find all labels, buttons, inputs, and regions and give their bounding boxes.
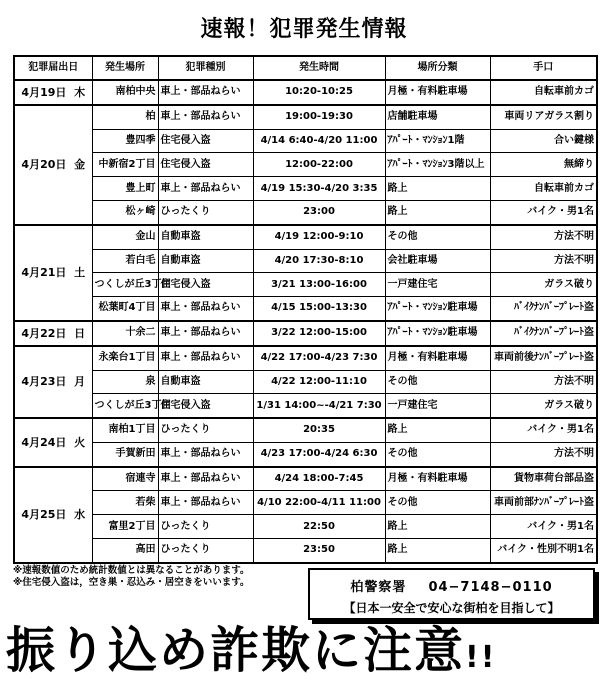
cell-type: 自動車盗	[158, 225, 253, 249]
note-1: ※速報数値のため統計数値とは異なることがあります。	[13, 565, 250, 576]
cell-type: 車上・部品ねらい	[158, 321, 253, 346]
cell-method: 車両前後ﾅﾝﾊﾞｰﾌﾟﾚｰﾄ盗	[490, 346, 597, 370]
cell-time: 1/31 14:00~-4/21 7:30	[253, 394, 385, 418]
cell-place: 若柴	[92, 491, 158, 515]
cell-category: ｱﾊﾟｰﾄ・ﾏﾝｼｮﾝ3階以上	[385, 153, 490, 177]
cell-time: 4/15 15:00-13:30	[253, 297, 385, 321]
cell-date	[14, 321, 92, 346]
weekday-text: 日	[74, 326, 86, 340]
weekday-text: 火	[74, 435, 86, 449]
cell-time: 4/19 15:30-4/20 3:35	[253, 177, 385, 201]
cell-type: 車上・部品ねらい	[158, 346, 253, 370]
cell-date	[14, 80, 92, 105]
cell-category: その他	[385, 442, 490, 466]
cell-date	[14, 467, 92, 563]
cell-type: 車上・部品ねらい	[158, 442, 253, 466]
cell-time: 4/22 17:00-4/23 7:30	[253, 346, 385, 370]
notes	[13, 565, 249, 589]
police-name: 柏警察署	[350, 580, 407, 595]
cell-method: 無締り	[490, 153, 597, 177]
cell-place: 豊四季	[92, 129, 158, 153]
cell-category: 月極・有料駐車場	[385, 467, 490, 491]
cell-time: 23:00	[253, 200, 385, 224]
cell-method: 自転車前カゴ	[490, 177, 597, 201]
cell-method: 車両前部ﾅﾝﾊﾞｰﾌﾟﾚｰﾄ盗	[490, 491, 597, 515]
crime-table	[13, 55, 598, 564]
table-row	[14, 418, 597, 442]
header-time: 発生時間	[253, 56, 385, 80]
cell-type: 住宅侵入盗	[158, 129, 253, 153]
table-row	[14, 321, 597, 346]
cell-time: 22:50	[253, 515, 385, 539]
cell-category: その他	[385, 370, 490, 394]
banner-mark: !!	[465, 640, 497, 675]
cell-method: 方法不明	[490, 225, 597, 249]
cell-type: 車上・部品ねらい	[158, 297, 253, 321]
cell-method: 方法不明	[490, 442, 597, 466]
cell-time: 4/10 22:00-4/11 11:00	[253, 491, 385, 515]
cell-place: 高田	[92, 538, 158, 563]
cell-category: 店舗駐車場	[385, 105, 490, 129]
cell-time: 19:00-19:30	[253, 105, 385, 129]
cell-category: 一戸建住宅	[385, 273, 490, 297]
cell-place: 松ヶ崎	[92, 200, 158, 224]
cell-type: 車上・部品ねらい	[158, 491, 253, 515]
cell-type: 車上・部品ねらい	[158, 105, 253, 129]
table-row	[14, 273, 597, 297]
date-text: 4月24日	[21, 435, 67, 449]
cell-method: 貨物車荷台部品盗	[490, 467, 597, 491]
cell-time: 23:50	[253, 538, 385, 563]
cell-category: 会社駐車場	[385, 249, 490, 273]
table-header-row	[14, 56, 597, 80]
cell-method: 自転車前カゴ	[490, 80, 597, 105]
cell-date	[14, 346, 92, 418]
cell-type: 住宅侵入盗	[158, 273, 253, 297]
cell-method: 車両リアガラス割り	[490, 105, 597, 129]
cell-time: 10:20-10:25	[253, 80, 385, 105]
police-phone: 04−7148−0110	[428, 580, 553, 595]
cell-place: 松葉町4丁目	[92, 297, 158, 321]
cell-category: 月極・有料駐車場	[385, 346, 490, 370]
header-type: 犯罪種別	[158, 56, 253, 80]
table-row	[14, 225, 597, 249]
cell-category: 路上	[385, 200, 490, 224]
cell-type: ひったくり	[158, 418, 253, 442]
table-row	[14, 249, 597, 273]
table-row	[14, 370, 597, 394]
header-category: 場所分類	[385, 56, 490, 80]
cell-date	[14, 418, 92, 467]
cell-time: 20:35	[253, 418, 385, 442]
cell-type: 自動車盗	[158, 249, 253, 273]
cell-place: 宿連寺	[92, 467, 158, 491]
cell-time: 4/14 6:40-4/20 11:00	[253, 129, 385, 153]
cell-type: 自動車盗	[158, 370, 253, 394]
table-row	[14, 177, 597, 201]
cell-date	[14, 225, 92, 321]
table-row	[14, 129, 597, 153]
cell-time: 4/20 17:30-8:10	[253, 249, 385, 273]
cell-place: 十余二	[92, 321, 158, 346]
cell-category: 路上	[385, 538, 490, 563]
cell-category: ｱﾊﾟｰﾄ・ﾏﾝｼｮﾝ駐車場	[385, 321, 490, 346]
cell-time: 3/21 13:00-16:00	[253, 273, 385, 297]
cell-category: 路上	[385, 515, 490, 539]
cell-place: つくしが丘3丁目	[92, 273, 158, 297]
cell-place: 泉	[92, 370, 158, 394]
header-method: 手口	[490, 56, 597, 80]
weekday-text: 金	[74, 158, 86, 172]
cell-method: ﾊﾞｲｸﾅﾝﾊﾞｰﾌﾟﾚｰﾄ盗	[490, 297, 597, 321]
date-text: 4月22日	[21, 326, 67, 340]
note-2: ※住宅侵入盗は，空き巣・忍込み・居空きをいいます。	[13, 577, 250, 588]
cell-place: 手賀新田	[92, 442, 158, 466]
cell-category: ｱﾊﾟｰﾄ・ﾏﾝｼｮﾝ1階	[385, 129, 490, 153]
cell-place: 金山	[92, 225, 158, 249]
banner-text: 振り込め詐欺に注意	[6, 622, 466, 679]
table-row	[14, 467, 597, 491]
header-date: 犯罪届出日	[14, 56, 92, 80]
cell-time: 4/24 18:00-7:45	[253, 467, 385, 491]
table-row	[14, 80, 597, 105]
cell-method: バイク・男1名	[490, 515, 597, 539]
table-row	[14, 105, 597, 129]
cell-place: 豊上町	[92, 177, 158, 201]
table-row	[14, 200, 597, 224]
cell-method: ガラス破り	[490, 273, 597, 297]
police-contact-box	[308, 568, 595, 620]
table-row	[14, 394, 597, 418]
cell-time: 4/22 12:00-11:10	[253, 370, 385, 394]
cell-category: その他	[385, 491, 490, 515]
weekday-text: 月	[74, 375, 86, 389]
cell-category: その他	[385, 225, 490, 249]
cell-category: 路上	[385, 418, 490, 442]
cell-category: 月極・有料駐車場	[385, 80, 490, 105]
police-line	[310, 576, 593, 595]
cell-method: バイク・男1名	[490, 200, 597, 224]
cell-method: 方法不明	[490, 370, 597, 394]
warning-banner	[6, 617, 606, 692]
cell-type: ひったくり	[158, 538, 253, 563]
cell-place: 若白毛	[92, 249, 158, 273]
table-row	[14, 346, 597, 370]
page-title: 速報！犯罪発生情報	[200, 17, 408, 42]
cell-place: つくしが丘3丁目	[92, 394, 158, 418]
table-row	[14, 491, 597, 515]
cell-time: 4/19 12:00-9:10	[253, 225, 385, 249]
cell-type: 車上・部品ねらい	[158, 177, 253, 201]
cell-place: 富里2丁目	[92, 515, 158, 539]
date-text: 4月23日	[21, 375, 67, 389]
cell-time: 12:00-22:00	[253, 153, 385, 177]
weekday-text: 土	[74, 266, 86, 280]
crime-table-body	[14, 80, 597, 563]
cell-time: 4/23 17:00-4/24 6:30	[253, 442, 385, 466]
cell-type: ひったくり	[158, 515, 253, 539]
police-slogan: 【日本一安全で安心な街柏を目指して】	[343, 601, 560, 615]
table-row	[14, 515, 597, 539]
cell-place: 南柏中央	[92, 80, 158, 105]
cell-type: 住宅侵入盗	[158, 394, 253, 418]
cell-type: 住宅侵入盗	[158, 153, 253, 177]
weekday-text: 木	[74, 85, 86, 99]
date-text: 4月21日	[21, 266, 67, 280]
cell-type: ひったくり	[158, 200, 253, 224]
cell-method: 方法不明	[490, 249, 597, 273]
cell-place: 南柏1丁目	[92, 418, 158, 442]
cell-type: 車上・部品ねらい	[158, 467, 253, 491]
weekday-text: 水	[74, 508, 86, 522]
cell-time: 3/22 12:00-15:00	[253, 321, 385, 346]
cell-place: 永楽台1丁目	[92, 346, 158, 370]
cell-method: ガラス破り	[490, 394, 597, 418]
cell-place: 中新宿2丁目	[92, 153, 158, 177]
cell-method: 合い鍵様	[490, 129, 597, 153]
cell-date	[14, 105, 92, 225]
table-row	[14, 538, 597, 563]
date-text: 4月25日	[21, 508, 67, 522]
cell-category: 路上	[385, 177, 490, 201]
cell-type: 車上・部品ねらい	[158, 80, 253, 105]
table-row	[14, 297, 597, 321]
cell-method: バイク・性別不明1名	[490, 538, 597, 563]
cell-category: 一戸建住宅	[385, 394, 490, 418]
date-text: 4月20日	[21, 158, 67, 172]
date-text: 4月19日	[21, 85, 67, 99]
cell-place: 柏	[92, 105, 158, 129]
header-place: 発生場所	[92, 56, 158, 80]
table-row	[14, 153, 597, 177]
cell-method: ﾊﾞｲｸﾅﾝﾊﾞｰﾌﾟﾚｰﾄ盗	[490, 321, 597, 346]
cell-method: バイク・男1名	[490, 418, 597, 442]
cell-category: ｱﾊﾟｰﾄ・ﾏﾝｼｮﾝ駐車場	[385, 297, 490, 321]
table-row	[14, 442, 597, 466]
